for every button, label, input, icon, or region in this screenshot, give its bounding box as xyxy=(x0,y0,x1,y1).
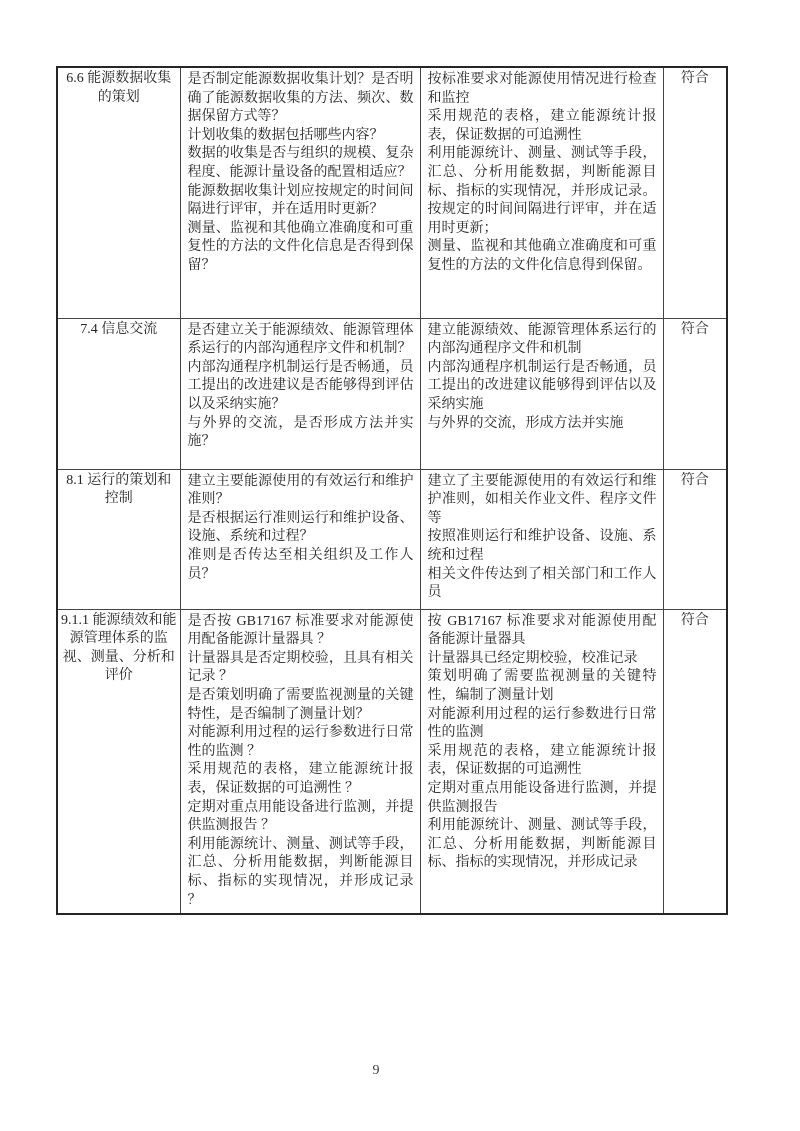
questions-cell xyxy=(180,318,420,469)
paragraph: 计量器具是否定期校验，且具有相关记录 ？ xyxy=(187,650,414,685)
paragraph: 计量器具已经定期校验，校准记录 xyxy=(427,650,638,666)
paragraph: 相关文件传达到了相关部门和工作人员 xyxy=(427,566,657,601)
paragraph: 是否建立关于能源绩效、能源管理体系运行的内部沟通程序文件和机制？ xyxy=(187,322,414,357)
result-cell: 符合 xyxy=(663,67,727,318)
findings-cell xyxy=(420,318,663,469)
paragraph: 是否按 GB17167 标准要求对能源使用配备能源计量器具 ？ xyxy=(187,613,414,648)
paragraph: 建立能源绩效、能源管理体系运行的内部沟通程序文件和机制 xyxy=(427,322,657,357)
paragraph: 按照准则运行和维护设备、设施、系统和过程 xyxy=(427,529,657,563)
paragraph: 内部沟通程序机制运行是否畅通，员工提出的改进建议是否能够得到评估以及采纳实施？ xyxy=(187,359,414,412)
questions-cell xyxy=(180,469,420,609)
paragraph: 内部沟通程序机制运行是否畅通，员工提出的改进建议能够得到评估以及采纳实施 xyxy=(427,359,657,412)
table-row xyxy=(57,67,727,318)
paragraph: 采用规范的表格，建立能源统计报表，保证数据的可追溯性 xyxy=(427,743,657,778)
result-cell: 符合 xyxy=(663,609,727,914)
paragraph: 与外界的交流，是否形成方法并实施？ xyxy=(187,415,414,450)
questions-cell xyxy=(180,609,420,914)
paragraph: 建立主要能源使用的有效运行和维护准则？ xyxy=(187,473,414,508)
audit-checklist-table xyxy=(56,66,728,915)
section-cell: 6.6 能源数据收集的策划 xyxy=(57,67,180,318)
findings-cell xyxy=(420,469,663,609)
findings-cell xyxy=(420,609,663,914)
table-row xyxy=(57,609,727,914)
section-cell: 9.1.1 能源绩效和能源管理体系的监视、测量、分析和评价 xyxy=(57,609,180,914)
paragraph: 测量、监视和其他确立准确度和可重复性的方法的文件化信息得到保留。 xyxy=(427,239,657,274)
paragraph: 是否根据运行准则运行和维护设备、设施、系统和过程？ xyxy=(187,510,414,545)
paragraph: 对能源利用过程的运行参数进行日常性的监测 xyxy=(427,706,657,741)
paragraph: 定期对重点用能设备进行监测，并提供监测报告 ？ xyxy=(187,799,414,834)
paragraph: 对能源利用过程的运行参数进行日常性的监测 ？ xyxy=(187,725,414,759)
result-cell: 符合 xyxy=(663,469,727,609)
paragraph: 计划收集的数据包括哪些内容？ xyxy=(187,127,384,143)
paragraph: 采用规范的表格，建立能源统计报表，保证数据的可追溯性 xyxy=(427,109,657,143)
paragraph: 按标准要求对能源使用情况进行检查和监控 xyxy=(427,72,657,106)
table-row xyxy=(57,318,727,469)
paragraph: 建立了主要能源使用的有效运行和维护准则，如相关作业文件、程序文件等 xyxy=(427,473,657,526)
paragraph: 是否制定能源数据收集计划？是否明确了能源数据收集的方法、频次、数据保留方式等？ xyxy=(187,72,414,125)
paragraph: 与外界的交流，形成方法并实施 xyxy=(427,415,624,431)
paragraph: 利用能源统计、测量、测试等手段，汇总、分析用能数据，判断能源目标、指标的实现情况，并形成记录 xyxy=(427,818,657,871)
paragraph: 能源数据收集计划应按规定的时间间隔进行评审，并在适用时更新？ xyxy=(187,183,414,218)
table-row xyxy=(57,469,727,609)
paragraph: 数据的收集是否与组织的规模、复杂程度、能源计量设备的配置相适应？ xyxy=(187,146,414,181)
section-cell: 8.1 运行的策划和控制 xyxy=(57,469,180,609)
paragraph: 定期对重点用能设备进行监测，并提供监测报告 xyxy=(427,780,657,815)
paragraph: 测量、监视和其他确立准确度和可重复性的方法的文件化信息是否得到保留？ xyxy=(187,220,414,274)
questions-cell xyxy=(180,67,420,318)
paragraph: 是否策划明确了需要监视测量的关键特性，是否编制了测量计划？ xyxy=(187,687,414,722)
paragraph: 采用规范的表格，建立能源统计报表，保证数据的可追溯性 ？ xyxy=(187,762,414,796)
findings-cell xyxy=(420,67,663,318)
paragraph: 准则是否传达至相关组织及工作人员？ xyxy=(187,547,414,582)
page-number: 9 xyxy=(372,1063,380,1078)
paragraph: 利用能源统计、测量、测试等手段，汇总、分析用能数据，判断能源目标、指标的实现情况，并形成记录 ？ xyxy=(187,836,414,908)
paragraph: 利用能源统计、测量、测试等手段，汇总、分析用能数据，判断能源目标、指标的实现情况，并形成记录。按规定的时间间隔进行评审，并在适用时更新； xyxy=(427,146,657,236)
result-cell: 符合 xyxy=(663,318,727,469)
paragraph: 按 GB17167 标准要求对能源使用配备能源计量器具 xyxy=(427,613,657,648)
paragraph: 策划明确了需要监视测量的关键特性，编制了测量计划 xyxy=(427,669,657,703)
section-cell: 7.4 信息交流 xyxy=(57,318,180,469)
